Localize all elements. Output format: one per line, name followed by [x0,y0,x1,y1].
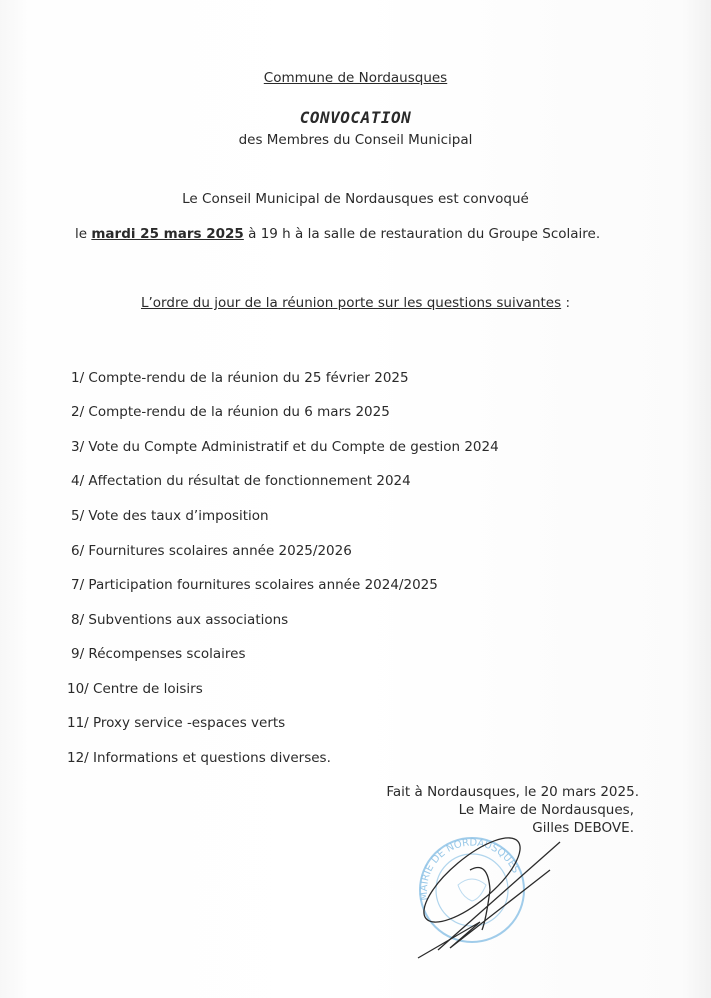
agenda-item: 5/ Vote des taux d’imposition [71,508,269,524]
signature-name: Gilles DEBOVE. [532,820,634,836]
agenda-heading-colon: : [561,295,570,311]
agenda-item: 4/ Affectation du résultat de fonctionnement 2024 [71,473,411,489]
commune-name: Commune de Nordausques [263,70,448,86]
svg-text:MAIRIE DE NORDAUSQUES [419,837,521,901]
mairie-stamp-and-signature [410,830,610,970]
agenda-item: 12/ Informations et questions diverses. [67,750,331,766]
document-subtitle: des Membres du Conseil Municipal [238,132,473,148]
agenda-item: 9/ Récompenses scolaires [71,646,246,662]
stamp-text: MAIRIE DE NORDAUSQUES [418,837,522,902]
meeting-time-place: à 19 h à la salle de restauration du Groupe Scolaire. [248,226,601,242]
agenda-item: 3/ Vote du Compte Administratif et du Compte de gestion 2024 [71,439,499,455]
convocation-line: Le Conseil Municipal de Nordausques est convoqué [182,191,529,207]
agenda-heading [0,295,711,311]
agenda-item: 7/ Participation fournitures scolaires année 2024/2025 [71,577,438,593]
meeting-date: mardi 25 mars 2025 [91,226,244,242]
signature-place-date: Fait à Nordausques, le 20 mars 2025. [386,784,639,800]
agenda-item: 11/ Proxy service -espaces verts [67,715,286,731]
document-title: CONVOCATION [299,108,412,127]
agenda-heading-text: L’ordre du jour de la réunion porte sur les questions suivantes [140,295,562,311]
agenda-item: 1/ Compte-rendu de la réunion du 25 février 2025 [71,370,409,386]
agenda-item: 8/ Subventions aux associations [71,612,289,628]
agenda-item: 2/ Compte-rendu de la réunion du 6 mars 2025 [71,404,390,420]
agenda-item: 10/ Centre de loisirs [67,681,203,697]
date-prefix: le [75,226,88,242]
signature-role: Le Maire de Nordausques, [458,802,634,818]
agenda-item: 6/ Fournitures scolaires année 2025/2026 [71,543,352,559]
meeting-date-line [75,226,600,242]
